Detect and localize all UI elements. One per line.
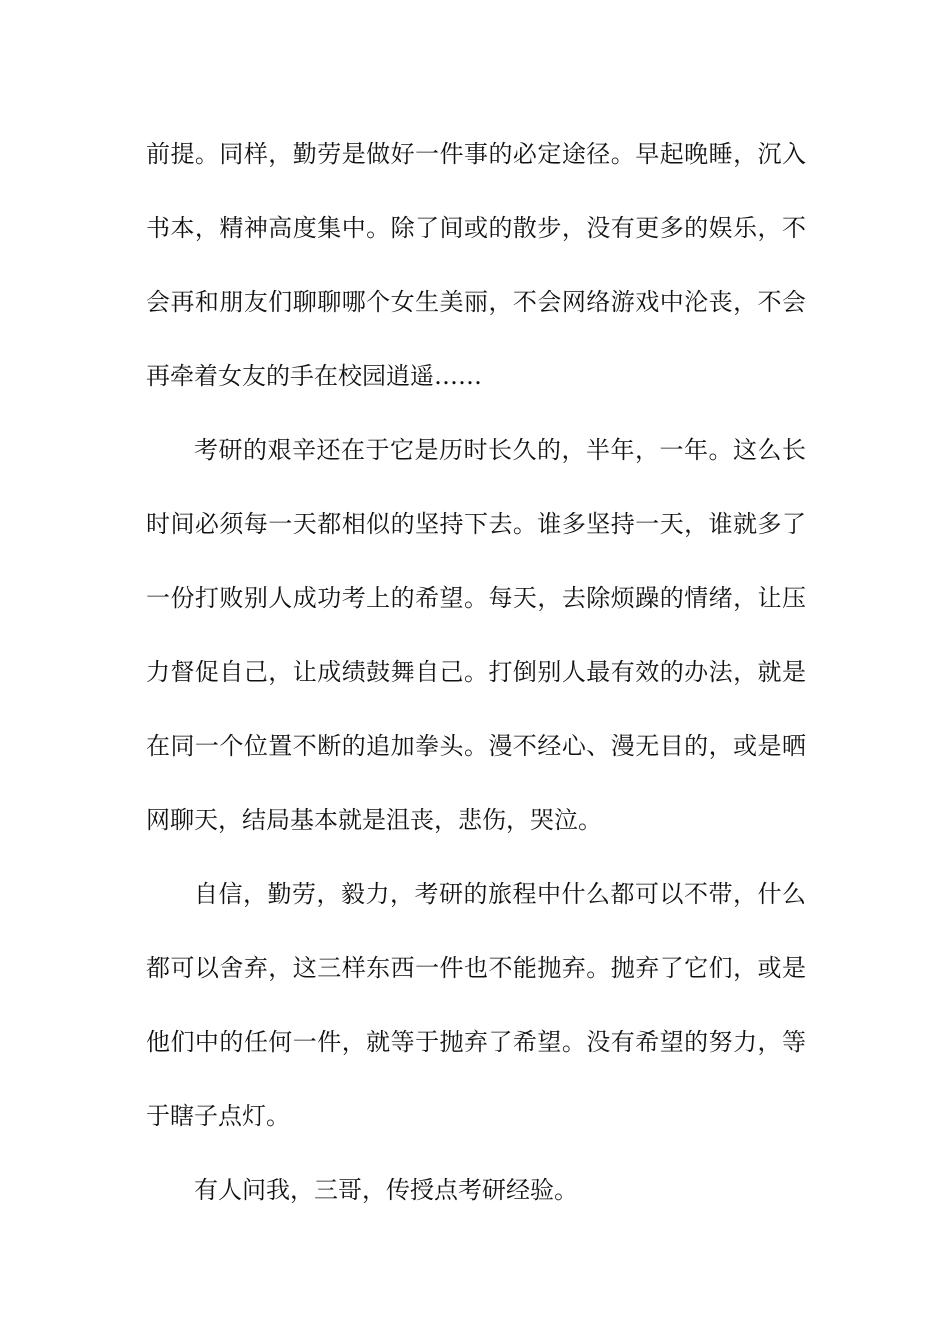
document-body — [146, 123, 806, 1233]
text-line: 一份打败别人成功考上的希望。每天，去除烦躁的情绪，让压 — [146, 584, 806, 612]
text-line: 力督促自己，让成绩鼓舞自己。打倒别人最有效的办法，就是 — [146, 658, 806, 686]
text-line: 网聊天，结局基本就是沮丧，悲伤，哭泣。 — [146, 806, 602, 834]
text-line: 会再和朋友们聊聊哪个女生美丽，不会网络游戏中沦丧，不会 — [146, 288, 806, 316]
text-line: 有人问我，三哥，传授点考研经验。 — [194, 1176, 578, 1204]
text-line: 都可以舍弃，这三样东西一件也不能抛弃。抛弃了它们，或是 — [146, 954, 806, 982]
text-line: 在同一个位置不断的追加拳头。漫不经心、漫无目的，或是晒 — [146, 732, 806, 760]
text-line: 他们中的任何一件，就等于抛弃了希望。没有希望的努力，等 — [146, 1028, 806, 1056]
text-line: 自信，勤劳，毅力，考研的旅程中什么都可以不带，什么 — [194, 880, 806, 908]
text-line: 于瞎子点灯。 — [146, 1102, 290, 1130]
text-line: 考研的艰辛还在于它是历时长久的，半年，一年。这么长 — [194, 436, 806, 464]
text-line: 书本，精神高度集中。除了间或的散步，没有更多的娱乐，不 — [146, 214, 806, 242]
text-line: 再牵着女友的手在校园逍遥…… — [146, 362, 482, 390]
text-line: 前提。同样，勤劳是做好一件事的必定途径。早起晚睡，沉入 — [146, 140, 806, 168]
text-line: 时间必须每一天都相似的坚持下去。谁多坚持一天，谁就多了 — [146, 510, 806, 538]
